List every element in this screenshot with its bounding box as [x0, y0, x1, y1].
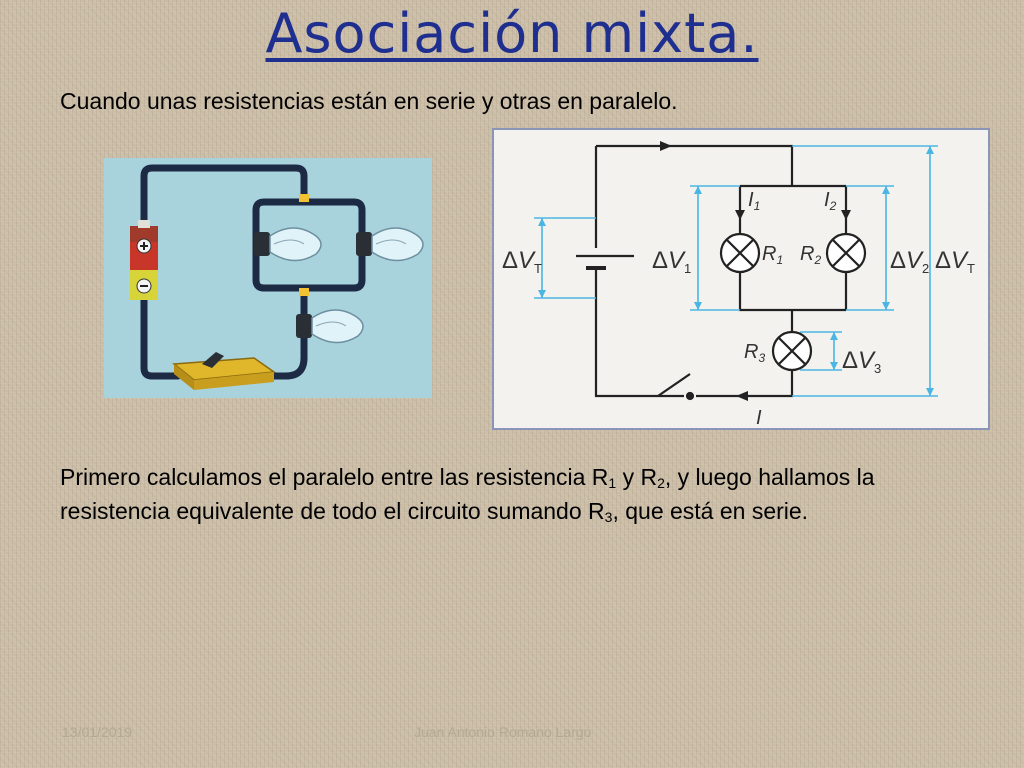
wire-top: [144, 168, 304, 226]
label-r1: $R_1$: [762, 243, 784, 267]
label-delta-vt-left: $\Delta V_T$: [502, 247, 542, 276]
explanation-text: Primero calculamos el paralelo entre las resistencia $R_1$ y $R_2$, y luego hallamos la resistencia equivalente de todo el circuito sumando $R_3$, que está en serie.: [60, 464, 875, 525]
current-arrow-icon: [735, 210, 745, 220]
junction-top: [299, 194, 309, 202]
label-delta-v2: $\Delta V_2$: [890, 247, 930, 276]
current-arrow-icon: [660, 141, 672, 151]
label-i2: $I_2$: [824, 189, 837, 213]
label-delta-v3: $\Delta V_3$: [842, 347, 882, 376]
circuit-schematic: [492, 128, 990, 430]
battery-icon: [130, 220, 158, 300]
switch-icon: [174, 352, 274, 390]
junction-bottom: [299, 288, 309, 296]
wire-r1-bottom: [740, 272, 846, 310]
circuit-illustration-drawing: [104, 158, 432, 398]
dim-line-vt-left: [534, 218, 596, 298]
label-r2: $R_2$: [800, 243, 822, 267]
circuit-illustration: [104, 158, 432, 398]
label-i-total: I: [756, 407, 762, 428]
lightbulb-icon: [254, 228, 321, 261]
lightbulb-icon: [356, 228, 423, 261]
label-delta-vt-right: $\Delta V_T$: [935, 247, 975, 276]
intro-text: Cuando unas resistencias están en serie y otras en paralelo.: [60, 88, 678, 114]
battery-symbol: [576, 256, 634, 268]
wire-top: [596, 146, 792, 186]
footer-author: Juan Antonio Romano Largo: [414, 724, 592, 740]
lamp-r1-symbol: [721, 234, 759, 272]
circuit-schematic-drawing: [494, 130, 988, 428]
current-arrow-icon: [736, 391, 748, 401]
current-arrow-icon: [841, 210, 851, 220]
footer-date: 13/01/2019: [62, 724, 133, 740]
lightbulb-icon: [296, 310, 363, 343]
wire-bottom: [144, 300, 178, 376]
wire-r3-bottom: [696, 370, 792, 396]
lamp-r3-symbol: [773, 332, 811, 370]
lamp-r2-symbol: [827, 234, 865, 272]
wire-left-lower: [596, 268, 684, 396]
label-delta-v1: $\Delta V_1$: [652, 247, 692, 276]
label-i1: $I_1$: [748, 189, 761, 213]
slide-title: Asociación mixta.: [265, 2, 759, 65]
label-r3: $R_3$: [744, 341, 766, 365]
